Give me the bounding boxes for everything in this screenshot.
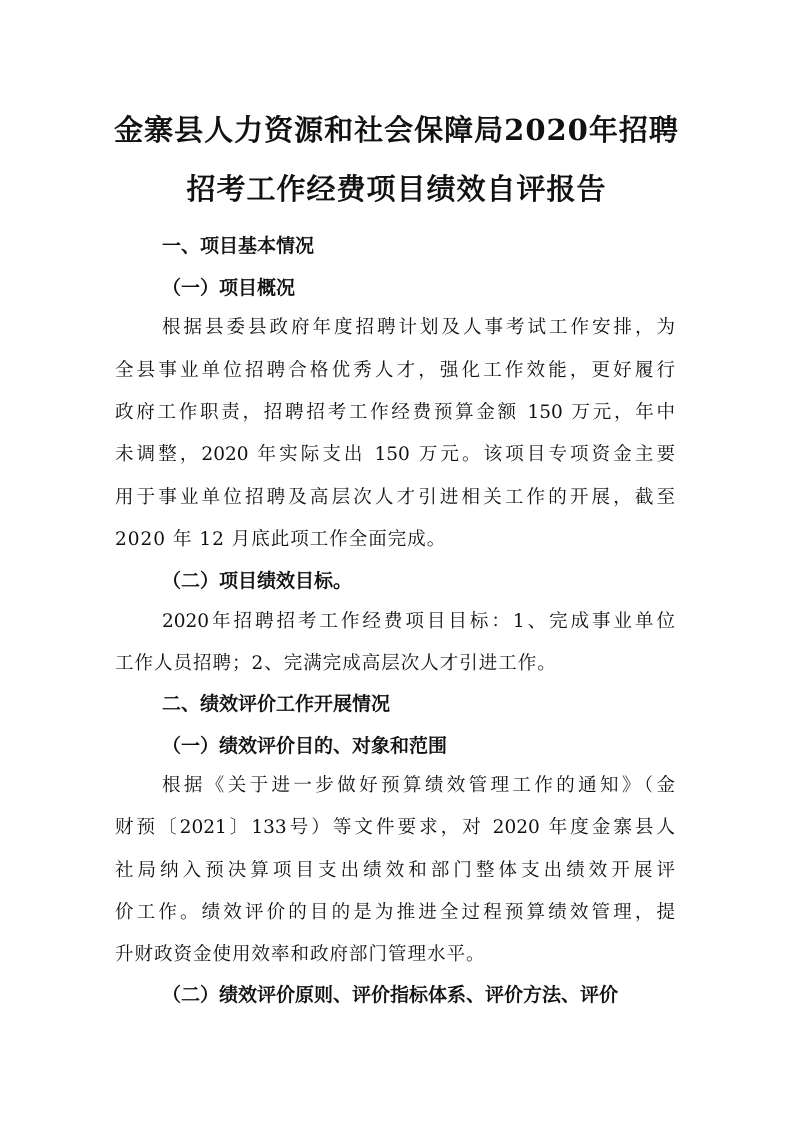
paragraph-line: 政府工作职责，招聘招考工作经费预算金额 150 万元，年中 [115, 402, 675, 423]
paragraph-line: 财预〔2021〕133号）等文件要求，对 2020 年度金寨县人 [115, 817, 675, 838]
paragraph-line: 社局纳入预决算项目支出绩效和部门整体支出绩效开展评 [115, 860, 675, 881]
document-title-line-1: 金寨县人力资源和社会保障局2020年招聘 [114, 113, 679, 147]
paragraph-line: 根据县委县政府年度招聘计划及人事考试工作安排，为 [162, 317, 675, 338]
document-title-line-2: 招考工作经费项目绩效自评报告 [186, 172, 607, 206]
paragraph-line: 用于事业单位招聘及高层次人才引进相关工作的开展，截至 [115, 487, 675, 508]
section-2-1-heading: （一）绩效评价目的、对象和范围 [162, 735, 448, 757]
section-2-2-heading: （二）绩效评价原则、评价指标体系、评价方法、评价 [162, 984, 619, 1006]
section-1-1-heading: （一）项目概况 [162, 277, 296, 299]
section-1-2-heading: （二）项目绩效目标。 [162, 570, 353, 592]
paragraph-line: 2020年招聘招考工作经费项目目标：1、完成事业单位 [162, 611, 675, 632]
paragraph-line: 全县事业单位招聘合格优秀人才，强化工作效能，更好履行 [115, 360, 675, 381]
section-2-heading: 二、绩效评价工作开展情况 [162, 693, 391, 715]
section-1-heading: 一、项目基本情况 [162, 235, 315, 257]
paragraph-line: 根据《关于进一步做好预算绩效管理工作的通知》（金 [162, 775, 675, 796]
paragraph-line: 未调整，2020 年实际支出 150 万元。该项目专项资金主要 [115, 444, 675, 465]
paragraph-line: 价工作。绩效评价的目的是为推进全过程预算绩效管理，提 [115, 902, 675, 923]
paragraph-line: 2020 年 12 月底此项工作全面完成。 [115, 529, 447, 550]
paragraph-line: 工作人员招聘；2、完满完成高层次人才引进工作。 [115, 653, 557, 674]
paragraph-line: 升财政资金使用效率和政府部门管理水平。 [115, 944, 486, 965]
